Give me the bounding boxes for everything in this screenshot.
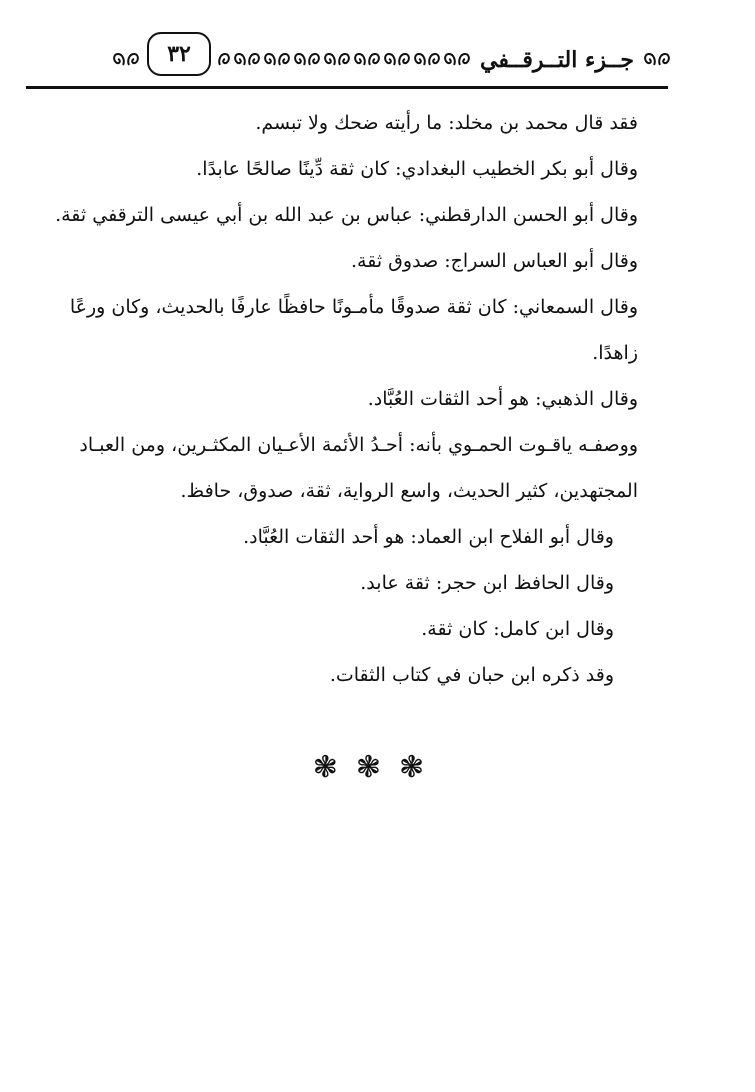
paragraph: وقد ذكره ابن حبان في كتاب الثقات. [329, 664, 614, 686]
paragraph: وقال الذهبي: هو أحد الثقات العُبَّاد. [367, 388, 638, 410]
paragraph: وقال أبو العباس السراج: صدوق ثقة. [351, 250, 638, 272]
ornament-icon [382, 51, 397, 69]
ornament-icon [427, 51, 442, 69]
paragraph: وقال الحافظ ابن حجر: ثقة عابد. [360, 572, 614, 594]
header-title: جــزء التــرقــفي [480, 47, 634, 73]
paragraph: وقال ابن كامل: كان ثقة. [421, 618, 614, 640]
paragraph: وقال أبو بكر الخطيب البغدادي: كان ثقة دِّينًا صالحًا عابدًا. [196, 158, 638, 180]
ornament-icon [111, 51, 126, 69]
ornament-icon [352, 51, 367, 69]
paragraph: وقال السمعاني: كان ثقة صدوقًا مأمـونًا حافظًا عارفًا بالحديث، وكان ورعًا زاهدًا. [69, 296, 638, 364]
ornament-icon [307, 51, 322, 69]
ornament-icon [247, 51, 262, 69]
ornament-icon [292, 51, 307, 69]
paragraph: ووصفـه ياقـوت الحمـوي بأنه: أحـدُ الأئمة الأعـيان المكثـرين، ومن العبـاد المجتهدين، كثير الحديث، واسع الرواية، ثقة، صدوق، حافظ. [79, 434, 638, 502]
ornament-icon [657, 51, 672, 69]
ornament-icon [367, 51, 382, 69]
body-text [26, 100, 672, 698]
header-ornament-middle [217, 51, 472, 69]
ornament-icon [262, 51, 277, 69]
paragraph: فقد قال محمد بن مخلد: ما رأيته ضحك ولا تبسم. [255, 112, 638, 134]
ornament-icon [457, 51, 472, 69]
ornament-icon [322, 51, 337, 69]
ornament-icon [642, 51, 657, 69]
paragraph: وقال أبو الحسن الدارقطني: عباس بن عبد الله بن أبي عيسى الترقفي ثقة. [55, 204, 638, 226]
page-number [147, 32, 211, 76]
page-header [22, 34, 672, 86]
ornament-icon [126, 51, 141, 69]
ornament-icon [397, 51, 412, 69]
section-separator: ❃❃❃ [312, 750, 443, 785]
ornament-icon [337, 51, 352, 69]
ornament-icon [217, 51, 232, 69]
header-ornament-right [642, 51, 672, 69]
paragraph: وقال أبو الفلاح ابن العماد: هو أحد الثقات العُبَّاد. [243, 526, 614, 548]
page-number-label: ٣٢ [167, 41, 191, 67]
ornament-icon [277, 51, 292, 69]
ornament-icon [412, 51, 427, 69]
header-rule [26, 86, 668, 89]
ornament-icon [232, 51, 247, 69]
header-ornament-left [111, 51, 141, 69]
ornament-icon [442, 51, 457, 69]
